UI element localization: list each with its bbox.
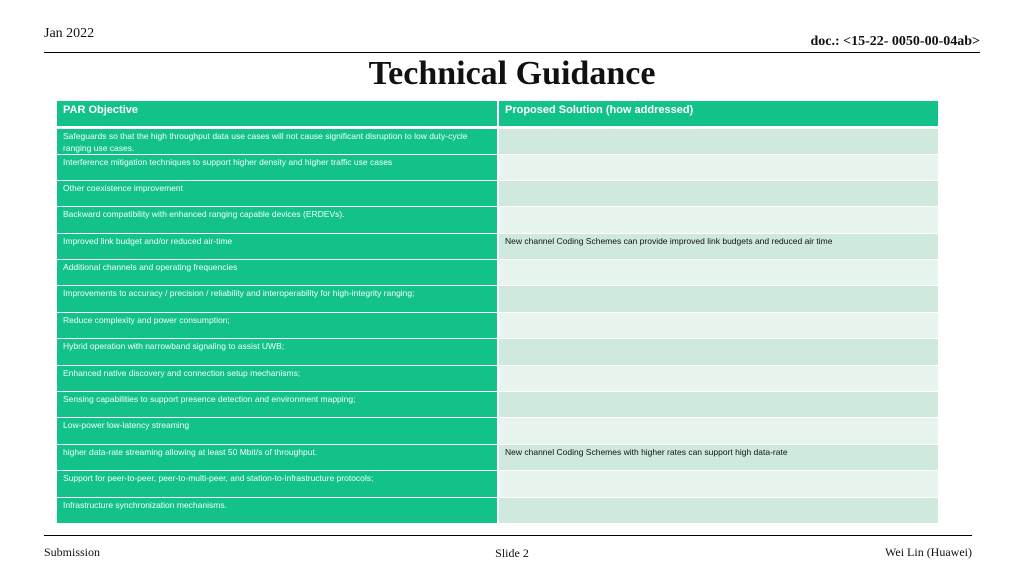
table-header-row: [57, 101, 939, 127]
proposed-solution-cell: [498, 127, 939, 154]
proposed-solution-cell: [498, 392, 939, 418]
proposed-solution-cell: [498, 260, 939, 286]
table-row: [57, 260, 939, 286]
par-objectives-table: [57, 101, 940, 524]
proposed-solution-cell: [498, 180, 939, 206]
table-row: [57, 286, 939, 312]
table-row: [57, 497, 939, 523]
footer-slide-number: Slide 2: [495, 546, 529, 560]
par-objective-cell: Reduce complexity and power consumption;: [57, 312, 498, 338]
header-doc-id: doc.: <15-22- 0050-00-04ab>: [810, 34, 980, 49]
table-row: [57, 339, 939, 365]
par-objective-cell: Interference mitigation techniques to support higher density and higher traffic use cases: [57, 154, 498, 180]
proposed-solution-cell: [498, 497, 939, 523]
column-header-proposed-solution: Proposed Solution (how addressed): [498, 101, 939, 127]
table-row: [57, 418, 939, 444]
proposed-solution-cell: [498, 418, 939, 444]
proposed-solution-cell: [498, 286, 939, 312]
proposed-solution-cell: [498, 339, 939, 365]
par-objective-cell: Hybrid operation with narrowband signaling to assist UWB;: [57, 339, 498, 365]
table-row: [57, 312, 939, 338]
par-objective-cell: Additional channels and operating frequencies: [57, 260, 498, 286]
table-row: [57, 233, 939, 259]
par-objective-cell: Infrastructure synchronization mechanisms.: [57, 497, 498, 523]
par-objective-cell: Improvements to accuracy / precision / reliability and interoperability for high-integrity ranging;: [57, 286, 498, 312]
proposed-solution-cell: [498, 365, 939, 391]
proposed-solution-cell: [498, 207, 939, 233]
table-row: [57, 365, 939, 391]
proposed-solution-cell: [498, 444, 939, 470]
proposed-solution-text: New channel Coding Schemes can provide improved link budgets and reduced air time: [505, 235, 833, 246]
column-header-par-objective: PAR Objective: [57, 101, 498, 127]
header-date: Jan 2022: [44, 26, 95, 41]
table-row: [57, 444, 939, 470]
table-row: [57, 127, 939, 154]
par-objective-cell: Backward compatibility with enhanced ranging capable devices (ERDEVs).: [57, 207, 498, 233]
par-objective-cell: Safeguards so that the high throughput data use cases will not cause significant disruption to low duty-cycle ranging use cases.: [57, 127, 498, 154]
table-row: [57, 207, 939, 233]
table-body: [57, 127, 939, 523]
table-row: [57, 392, 939, 418]
header-divider: [44, 52, 980, 53]
table-row: [57, 154, 939, 180]
par-objective-cell: Other coexistence improvement: [57, 180, 498, 206]
footer-submission: Submission: [44, 545, 101, 559]
par-objective-cell: Support for peer-to-peer, peer-to-multi-peer, and station-to-infrastructure protocols;: [57, 471, 498, 497]
footer-divider: [44, 535, 972, 536]
proposed-solution-cell: [498, 471, 939, 497]
par-objective-cell: Improved link budget and/or reduced air-time: [57, 233, 498, 259]
proposed-solution-cell: [498, 312, 939, 338]
par-objective-cell: Enhanced native discovery and connection setup mechanisms;: [57, 365, 498, 391]
proposed-solution-cell: [498, 233, 939, 259]
table-row: [57, 471, 939, 497]
par-objective-cell: Low-power low-latency streaming: [57, 418, 498, 444]
slide-title: Technical Guidance: [368, 55, 656, 92]
table-row: [57, 180, 939, 206]
proposed-solution-text: New channel Coding Schemes with higher rates can support high data-rate: [505, 446, 788, 457]
par-objective-cell: Sensing capabilities to support presence detection and environment mapping;: [57, 392, 498, 418]
proposed-solution-cell: [498, 154, 939, 180]
par-objective-cell: higher data-rate streaming allowing at least 50 Mbit/s of throughput.: [57, 444, 498, 470]
footer-author: Wei Lin (Huawei): [885, 545, 972, 559]
